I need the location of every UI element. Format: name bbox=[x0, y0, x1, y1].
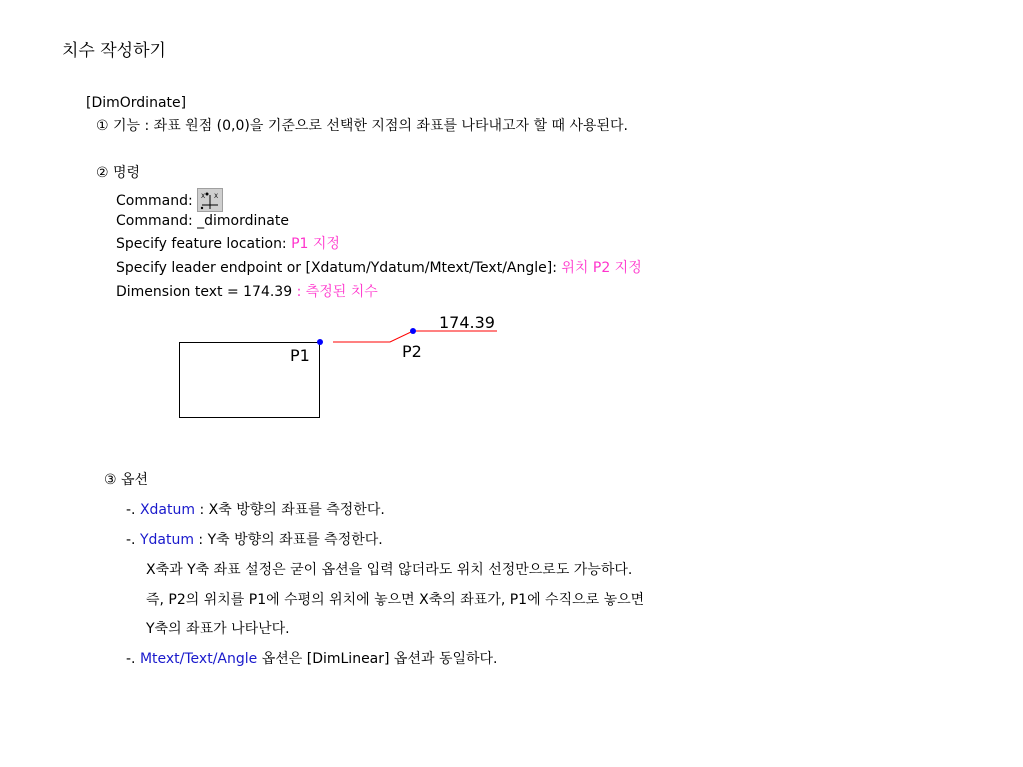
p1-point bbox=[317, 339, 323, 345]
page-title: 치수 작성하기 bbox=[62, 41, 166, 61]
note-line-2: 즉, P2의 위치를 P1에 수평의 위치에 놓으면 X축의 좌표가, P1에 수직으로 놓으면 bbox=[146, 592, 645, 608]
option-name: Ydatum bbox=[139, 532, 194, 548]
option-desc: : X축 방향의 좌표를 측정한다. bbox=[195, 502, 385, 518]
ordinate-dimension-diagram bbox=[170, 308, 510, 428]
command-prompt: Specify leader endpoint or [Xdatum/Ydatum/Mtext/Text/Angle]: bbox=[116, 260, 562, 276]
svg-text:X: X bbox=[201, 193, 206, 200]
command-highlight: : 측정된 치수 bbox=[296, 284, 378, 300]
command-highlight: 위치 P2 지정 bbox=[561, 260, 642, 276]
item1-function: ① 기능 : 좌표 원점 (0,0)을 기준으로 선택한 지점의 좌표를 나타내고자 할 때 사용된다. bbox=[96, 118, 629, 134]
command-line-5 bbox=[116, 283, 378, 301]
command-line-1 bbox=[116, 188, 223, 212]
dimordinate-toolbar-icon bbox=[197, 188, 223, 212]
command-line-2: Command: _dimordinate bbox=[116, 213, 289, 229]
command-prompt: Dimension text = 174.39 bbox=[116, 284, 297, 300]
item3-heading: ③ 옵션 bbox=[104, 472, 149, 488]
dimension-text: 174.39 bbox=[439, 313, 495, 332]
option-desc: : Y축 방향의 좌표를 측정한다. bbox=[193, 532, 383, 548]
option-ydatum bbox=[126, 531, 383, 549]
p2-label: P2 bbox=[402, 342, 422, 361]
section-heading: [DimOrdinate] bbox=[86, 95, 187, 111]
command-highlight: P1 지정 bbox=[291, 236, 340, 252]
bullet: -. bbox=[126, 502, 140, 518]
command-prompt: Specify feature location: bbox=[116, 236, 292, 252]
note-line-1: X축과 Y축 좌표 설정은 굳이 옵션을 입력 않더라도 위치 선정만으로도 가능하다. bbox=[146, 562, 633, 578]
p1-label: P1 bbox=[290, 346, 310, 365]
note-line-3: Y축의 좌표가 나타난다. bbox=[146, 621, 290, 637]
option-desc: 옵션은 [DimLinear] 옵션과 동일하다. bbox=[257, 651, 498, 667]
bullet: -. bbox=[126, 651, 140, 667]
command-line-3 bbox=[116, 235, 340, 253]
bullet: -. bbox=[126, 532, 140, 548]
option-xdatum bbox=[126, 501, 385, 519]
p2-point bbox=[410, 328, 416, 334]
option-name: Mtext/Text/Angle bbox=[139, 651, 258, 667]
item2-heading: ② 명령 bbox=[96, 165, 141, 181]
command-line-4 bbox=[116, 259, 642, 277]
option-name: Xdatum bbox=[139, 502, 196, 518]
option-mtext-text-angle bbox=[126, 650, 498, 668]
svg-text:X: X bbox=[214, 193, 219, 200]
command-label: Command: bbox=[116, 193, 193, 209]
